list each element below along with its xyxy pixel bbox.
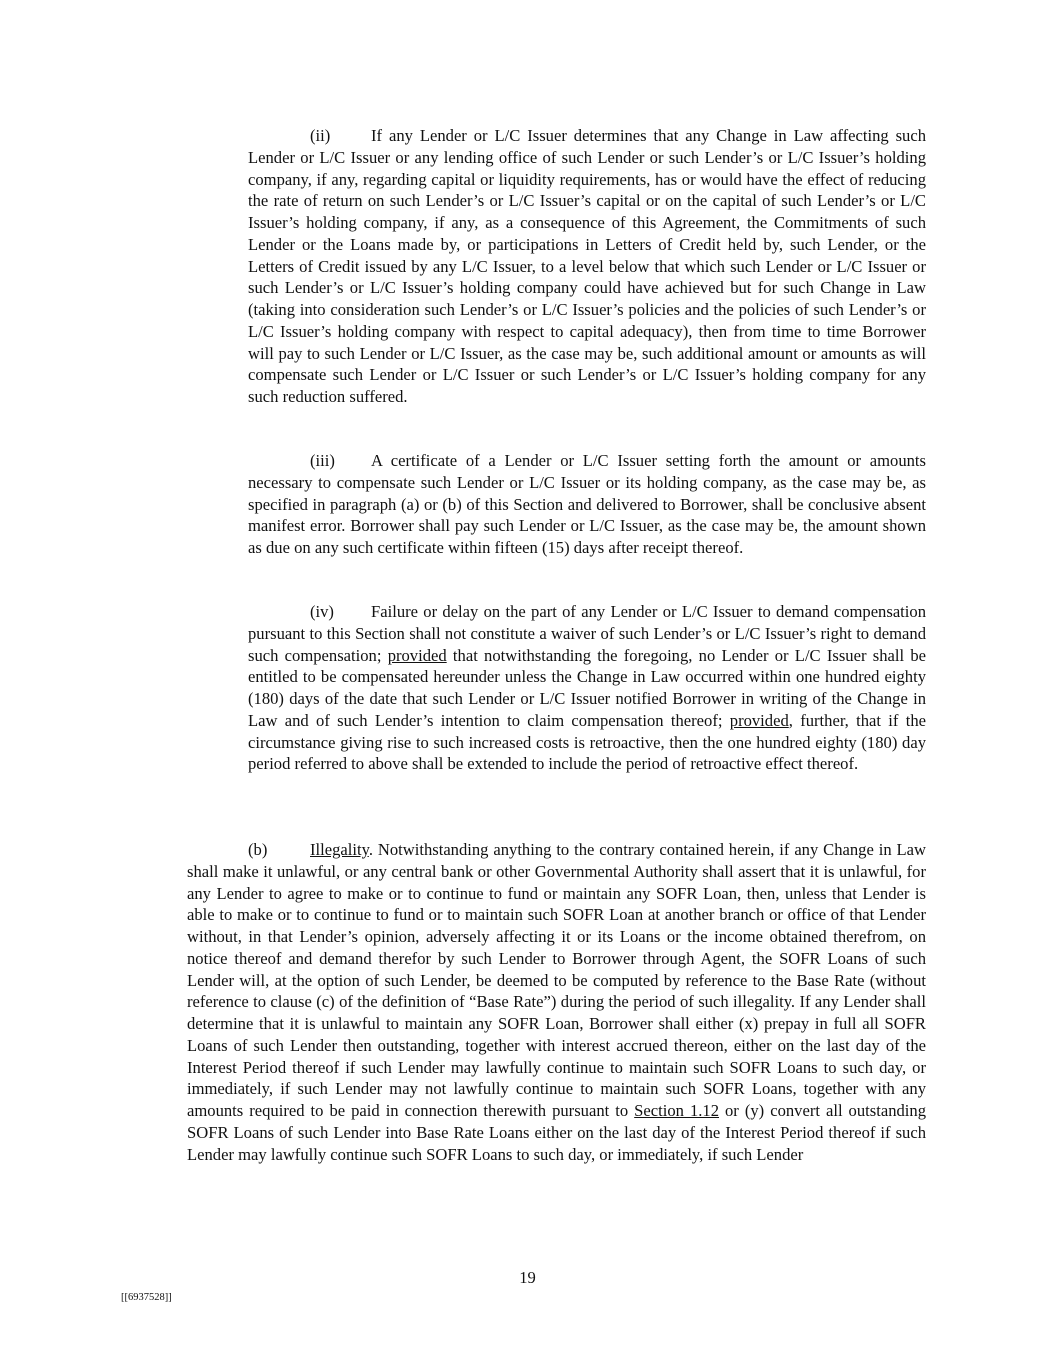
paragraph-b	[187, 839, 926, 1165]
paragraph-b-number: (b)	[248, 840, 268, 859]
document-id: [[6937528]]	[121, 1292, 172, 1303]
paragraph-ii-text: If any Lender or L/C Issuer determines that any Change in Law affecting such Lender or L/C Issuer or any lending office of such Lender or such Lender’s or L/C Issuer’s holding company, if any, regarding capital or liquidity requirements, has or would have the effect of reducing the rate of return on such Lender’s or L/C Issuer’s capital or on the capital of such Lender’s or L/C Issuer’s holding company, if any, as a consequence of this Agreement, the Commitments of such Lender or the Loans made by, or participations in Letters of Credit held by, such Lender, or the Letters of Credit issued by any L/C Issuer, to a level below that which such Lender or L/C Issuer or such Lender’s or L/C Issuer’s holding company could have achieved but for such Change in Law (taking into consideration such Lender’s or L/C Issuer’s policies and the policies of such Lender’s or L/C Issuer’s holding company with respect to capital adequacy), then from time to time Borrower will pay to such Lender or L/C Issuer, as the case may be, such additional amount or amounts as will compensate such Lender or L/C Issuer or such Lender’s or L/C Issuer’s holding company for any such reduction suffered.	[248, 126, 926, 406]
section-reference-link[interactable]: Section 1.12	[634, 1101, 719, 1120]
paragraph-ii-number: (ii)	[310, 126, 331, 145]
illegality-heading: Illegality	[310, 840, 369, 859]
paragraph-iv-text-2: that notwithstanding the foregoing, no Lender or L/C Issuer shall be entitled to be compensated hereunder unless the Change in Law occurred within one hundred eighty (180) days of the date that such Lender or L/C Issuer notified Borrower in writing of the Change in Law and of such Lender’s intention to claim compensation thereof;	[248, 645, 926, 730]
paragraph-iii-text: A certificate of a Lender or L/C Issuer setting forth the amount or amounts necessary to compensate such Lender or L/C Issuer or its holding company, as the case may be, as specified in paragraph (a) or (b) of this Section and delivered to Borrower, shall be conclusive absent manifest error. Borrower shall pay such Lender or L/C Issuer, as the case may be, the amount shown as due on any such certificate within fifteen (15) days after receipt thereof.	[248, 451, 926, 557]
paragraph-iii-number: (iii)	[310, 451, 335, 470]
paragraph-ii	[248, 125, 926, 408]
paragraph-iv-text-1: Failure or delay on the part of any Lender or L/C Issuer to demand compensation pursuant to this Section shall not constitute a waiver of such Lender’s or L/C Issuer’s right to demand such compensation;	[248, 602, 926, 665]
provided-term-2: provided	[729, 710, 789, 730]
paragraph-iii	[248, 450, 926, 559]
paragraph-iv-text-3: , further, that if the circumstance giving rise to such increased costs is retroactive, then the one hundred eighty (180) day period referred to above shall be extended to include the period of retroactive effect thereof.	[248, 710, 926, 774]
page-number: 19	[519, 1268, 536, 1287]
paragraph-iv	[248, 601, 926, 775]
paragraph-b-text-1: . Notwithstanding anything to the contrary contained herein, if any Change in Law shall make it unlawful, or any central bank or other Governmental Authority shall assert that it is unlawful, for any Lender to agree to make or to continue to fund or maintain any SOFR Loan, then, unless that Lender is able to make or to continue to fund or to maintain such SOFR Loan at another branch or office of that Lender without, in that Lender’s opinion, adversely affecting it or its Loans or the income obtained therefrom, on notice thereof and demand therefor by such Lender to Borrower through Agent, the SOFR Loans of such Lender will, at the option of such Lender, be deemed to be computed by reference to the Base Rate (without reference to clause (c) of the definition of “Base Rate”) during the period of such illegality. If any Lender shall determine that it is unlawful to maintain any SOFR Loan, Borrower shall either (x) prepay in full all SOFR Loans of such Lender then outstanding, together with interest accrued thereon, either on the last day of the Interest Period thereof if such Lender may lawfully continue to maintain such SOFR Loans to such day, or immediately, if such Lender may not lawfully continue to maintain such SOFR Loans, together with any amounts required to be paid in connection therewith pursuant to	[187, 840, 926, 1120]
paragraph-b-text-2: or (y) convert all outstanding SOFR Loans of such Lender into Base Rate Loans either on the last day of the Interest Period thereof if such Lender may lawfully continue such SOFR Loans to such day, or immediately, if such Lender	[187, 1101, 926, 1164]
paragraph-iv-number: (iv)	[310, 602, 334, 621]
provided-term-1: provided	[387, 645, 447, 665]
